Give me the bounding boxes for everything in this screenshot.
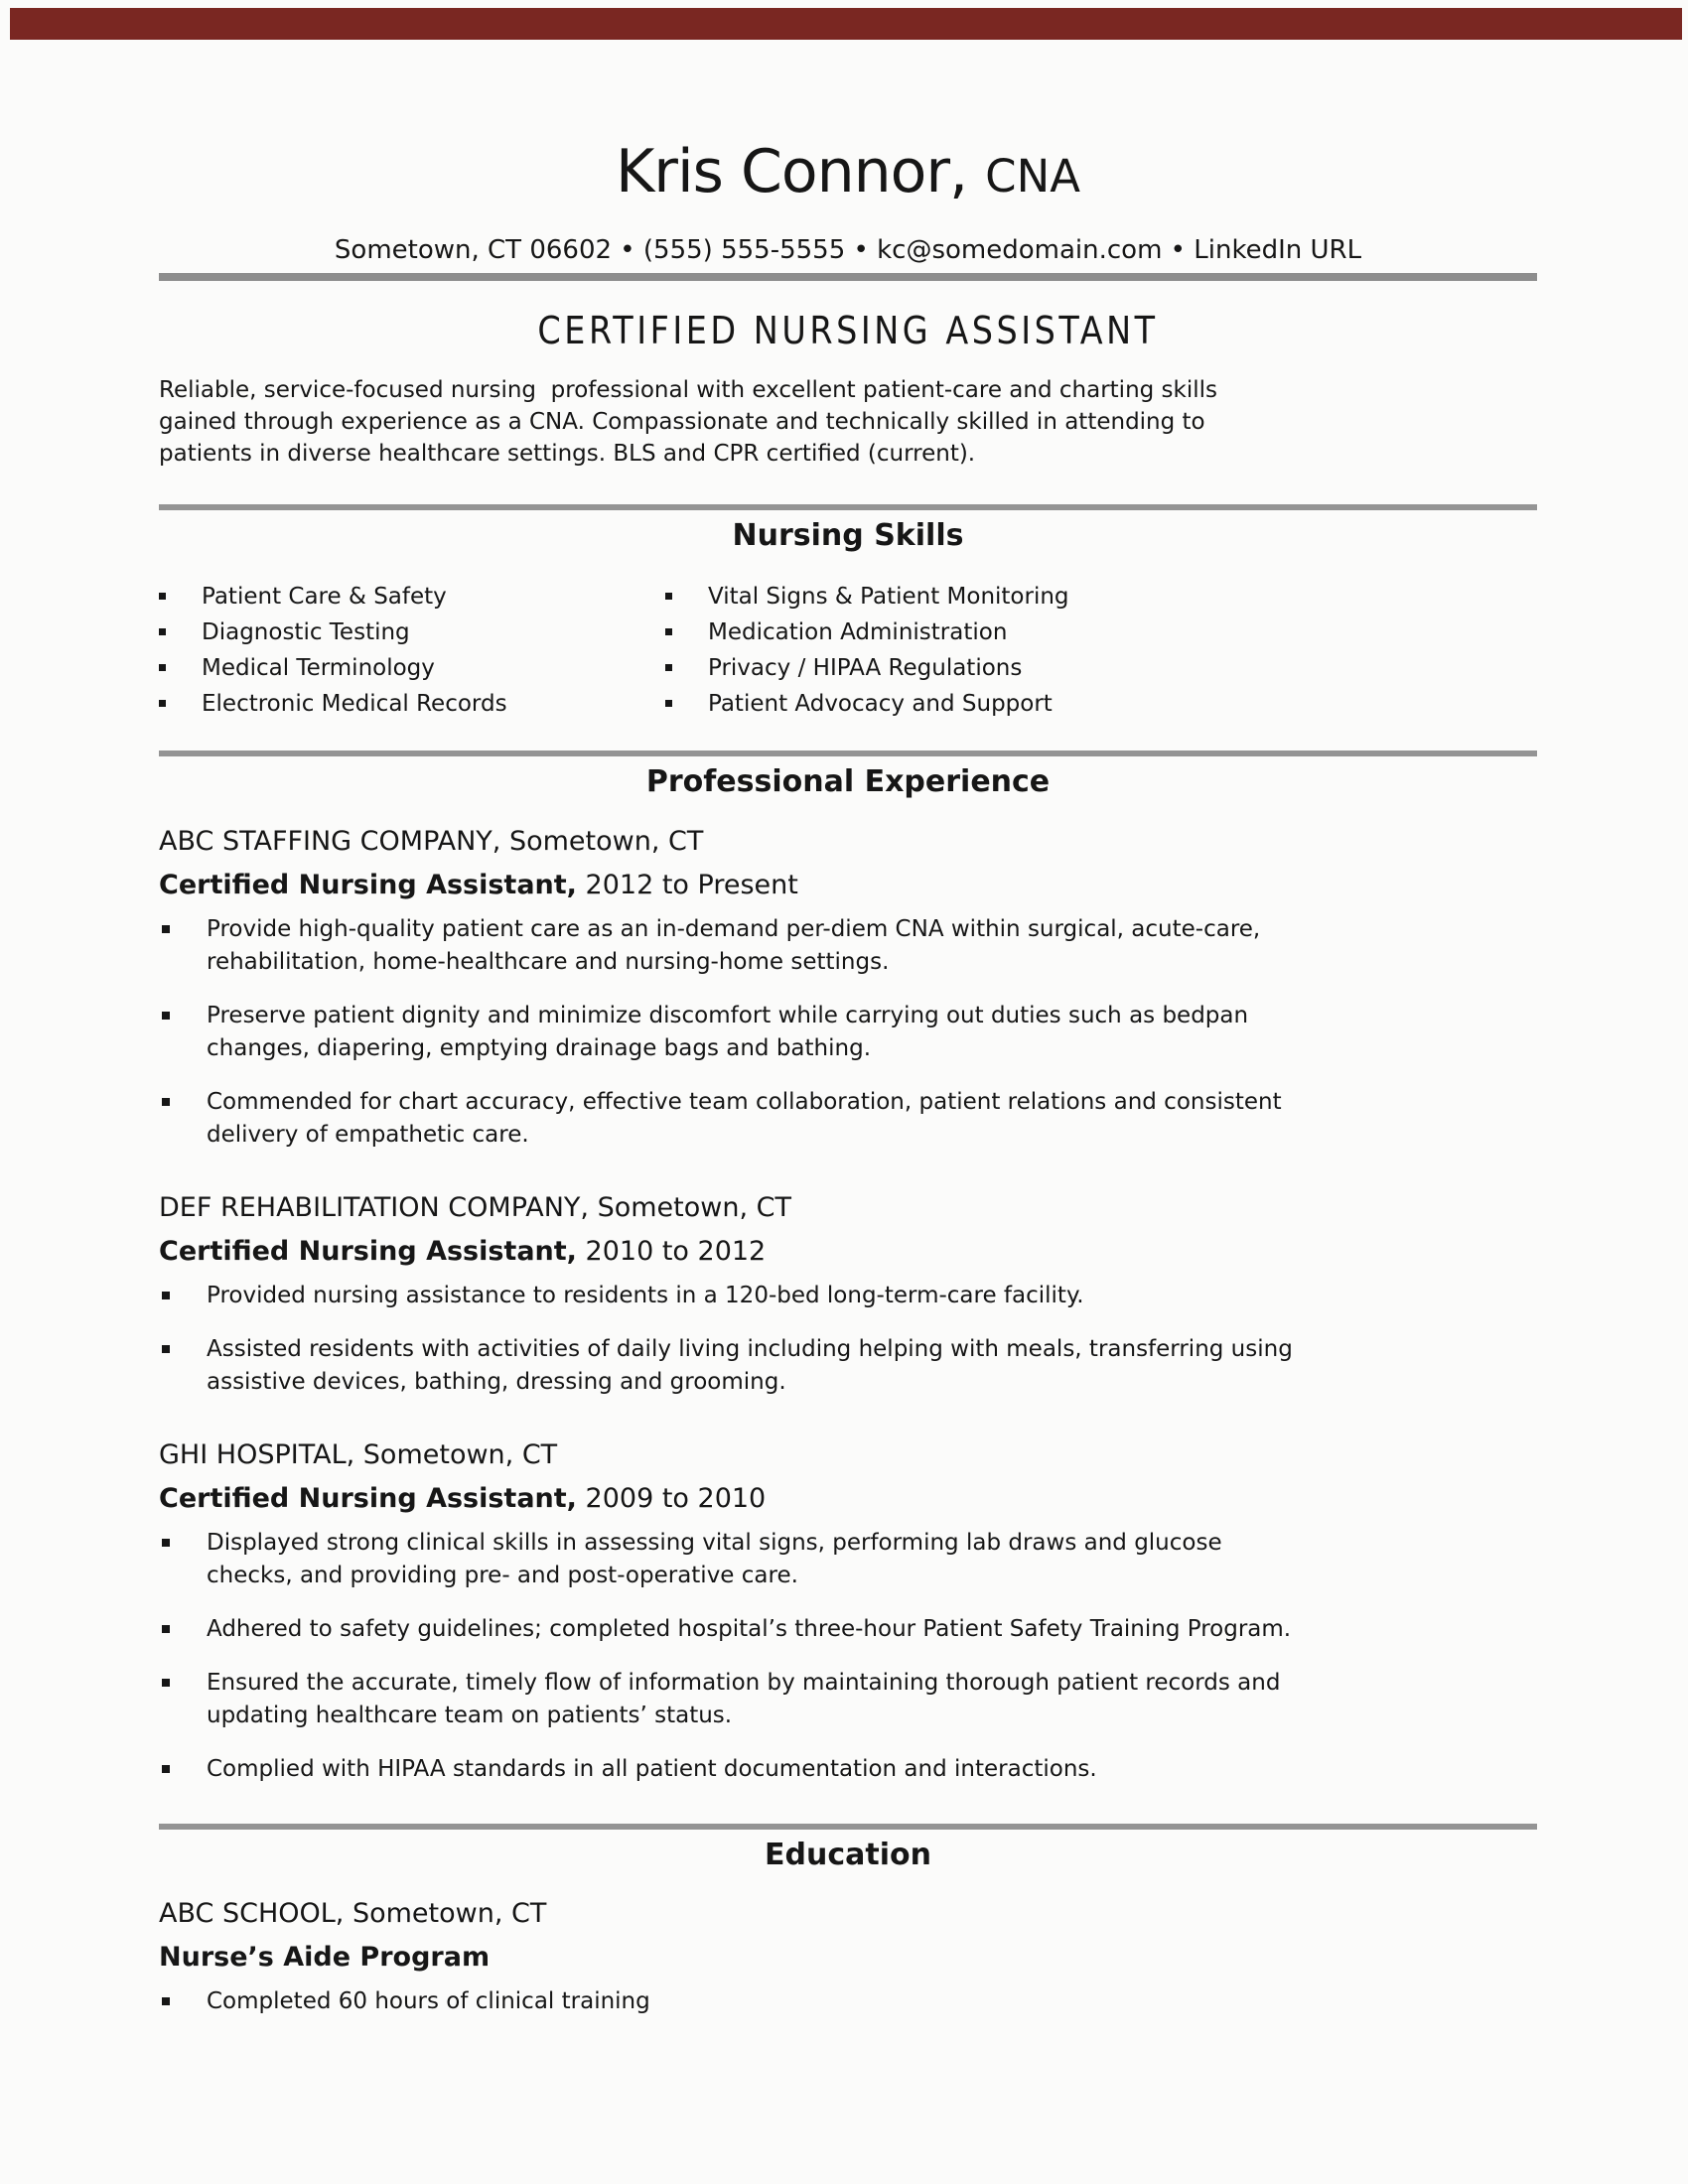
section-rule-skills (159, 504, 1537, 510)
summary-paragraph (159, 374, 1537, 470)
bullet-line: Adhered to safety guidelines; completed hospital’s three-hour Patient Safety Training Program. (207, 1616, 1292, 1642)
skills-heading: Nursing Skills (732, 518, 964, 553)
job-title-line (159, 1236, 1537, 1268)
education-bullet-list (159, 1985, 1537, 2018)
bullet-item (159, 1985, 1537, 2018)
skills-column-2 (665, 579, 1069, 722)
experience-heading: Professional Experience (645, 764, 1051, 799)
job-abc-staffing (159, 826, 1537, 1152)
skills-columns (159, 579, 1537, 722)
section-rule-education (159, 1824, 1537, 1830)
bullet-line: Complied with HIPAA standards in all patient documentation and interactions. (207, 1756, 1097, 1782)
skill-item: Privacy / HIPAA Regulations (665, 650, 1069, 686)
job-ghi-hospital (159, 1439, 1537, 1786)
bullet-item (159, 1280, 1537, 1312)
job-dates: 2012 to Present (576, 870, 798, 900)
job-dates: 2010 to 2012 (576, 1236, 767, 1267)
bullet-item (159, 1613, 1537, 1646)
bullet-item (159, 1000, 1537, 1065)
bullet-line: delivery of empathetic care. (207, 1122, 529, 1148)
contact-line: Sometown, CT 06602 • (555) 555-5555 • kc@somedomain.com • LinkedIn URL (334, 235, 1362, 265)
candidate-name-text: Kris Connor, (615, 137, 968, 206)
education-program: Nurse’s Aide Program (159, 1942, 491, 1973)
resume-content (159, 0, 1537, 2018)
bullet-line: Ensured the accurate, timely flow of information by maintaining thorough patient records and (207, 1670, 1281, 1696)
bullet-item (159, 1527, 1537, 1592)
bullet-line: changes, diapering, emptying drainage bags and bathing. (207, 1035, 871, 1061)
summary-line: patients in diverse healthcare settings. BLS and CPR certified (current). (159, 441, 976, 467)
job-title: Certified Nursing Assistant, (159, 870, 577, 900)
skill-item: Diagnostic Testing (159, 614, 665, 650)
bullet-item (159, 1333, 1537, 1399)
bullet-item (159, 1086, 1537, 1152)
job-title: Certified Nursing Assistant, (159, 1236, 577, 1267)
bullet-line: Assisted residents with activities of daily living including helping with meals, transferring using (207, 1336, 1293, 1362)
skill-item: Vital Signs & Patient Monitoring (665, 579, 1069, 614)
job-bullet-list (159, 1280, 1537, 1399)
summary-line: gained through experience as a CNA. Compassionate and technically skilled in attending to (159, 409, 1205, 435)
resume-title: CERTIFIED NURSING ASSISTANT (537, 309, 1159, 352)
bullet-line: rehabilitation, home-healthcare and nursing-home settings. (207, 949, 890, 975)
company-line: ABC STAFFING COMPANY, Sometown, CT (159, 826, 704, 857)
bullet-line: Provide high-quality patient care as an in-demand per-diem CNA within surgical, acute-care, (207, 916, 1261, 942)
job-title: Certified Nursing Assistant, (159, 1483, 577, 1514)
job-bullet-list (159, 1527, 1537, 1786)
bullet-line: Completed 60 hours of clinical training (207, 1988, 650, 2014)
bullet-line: updating healthcare team on patients’ status. (207, 1703, 733, 1728)
skill-item: Medication Administration (665, 614, 1069, 650)
skill-item: Patient Advocacy and Support (665, 686, 1069, 722)
candidate-credential: CNA (985, 150, 1081, 203)
bullet-item (159, 913, 1537, 979)
company-line: GHI HOSPITAL, Sometown, CT (159, 1439, 558, 1470)
skills-column-1 (159, 579, 665, 722)
candidate-name (159, 137, 1537, 207)
bullet-line: Preserve patient dignity and minimize discomfort while carrying out duties such as bedpan (207, 1003, 1249, 1028)
bullet-line: assistive devices, bathing, dressing and grooming. (207, 1369, 786, 1395)
bullet-line: Displayed strong clinical skills in assessing vital signs, performing lab draws and glucose (207, 1530, 1222, 1556)
bullet-item (159, 1753, 1537, 1786)
bullet-line: Provided nursing assistance to residents in a 120-bed long-term-care facility. (207, 1283, 1084, 1308)
skill-item: Patient Care & Safety (159, 579, 665, 614)
job-def-rehabilitation (159, 1192, 1537, 1399)
education-heading: Education (765, 1838, 931, 1872)
job-title-line (159, 1483, 1537, 1515)
bullet-item (159, 1667, 1537, 1732)
education-school: ABC SCHOOL, Sometown, CT (159, 1898, 547, 1929)
summary-line: Reliable, service-focused nursing professional with excellent patient-care and charting skills (159, 377, 1218, 403)
skill-item: Electronic Medical Records (159, 686, 665, 722)
header-rule (159, 273, 1537, 281)
job-dates: 2009 to 2010 (576, 1483, 767, 1514)
company-line: DEF REHABILITATION COMPANY, Sometown, CT (159, 1192, 791, 1223)
job-title-line (159, 870, 1537, 901)
bullet-line: Commended for chart accuracy, effective team collaboration, patient relations and consistent (207, 1089, 1282, 1115)
job-bullet-list (159, 913, 1537, 1152)
skill-item: Medical Terminology (159, 650, 665, 686)
bullet-line: checks, and providing pre- and post-operative care. (207, 1563, 798, 1588)
section-rule-experience (159, 751, 1537, 756)
